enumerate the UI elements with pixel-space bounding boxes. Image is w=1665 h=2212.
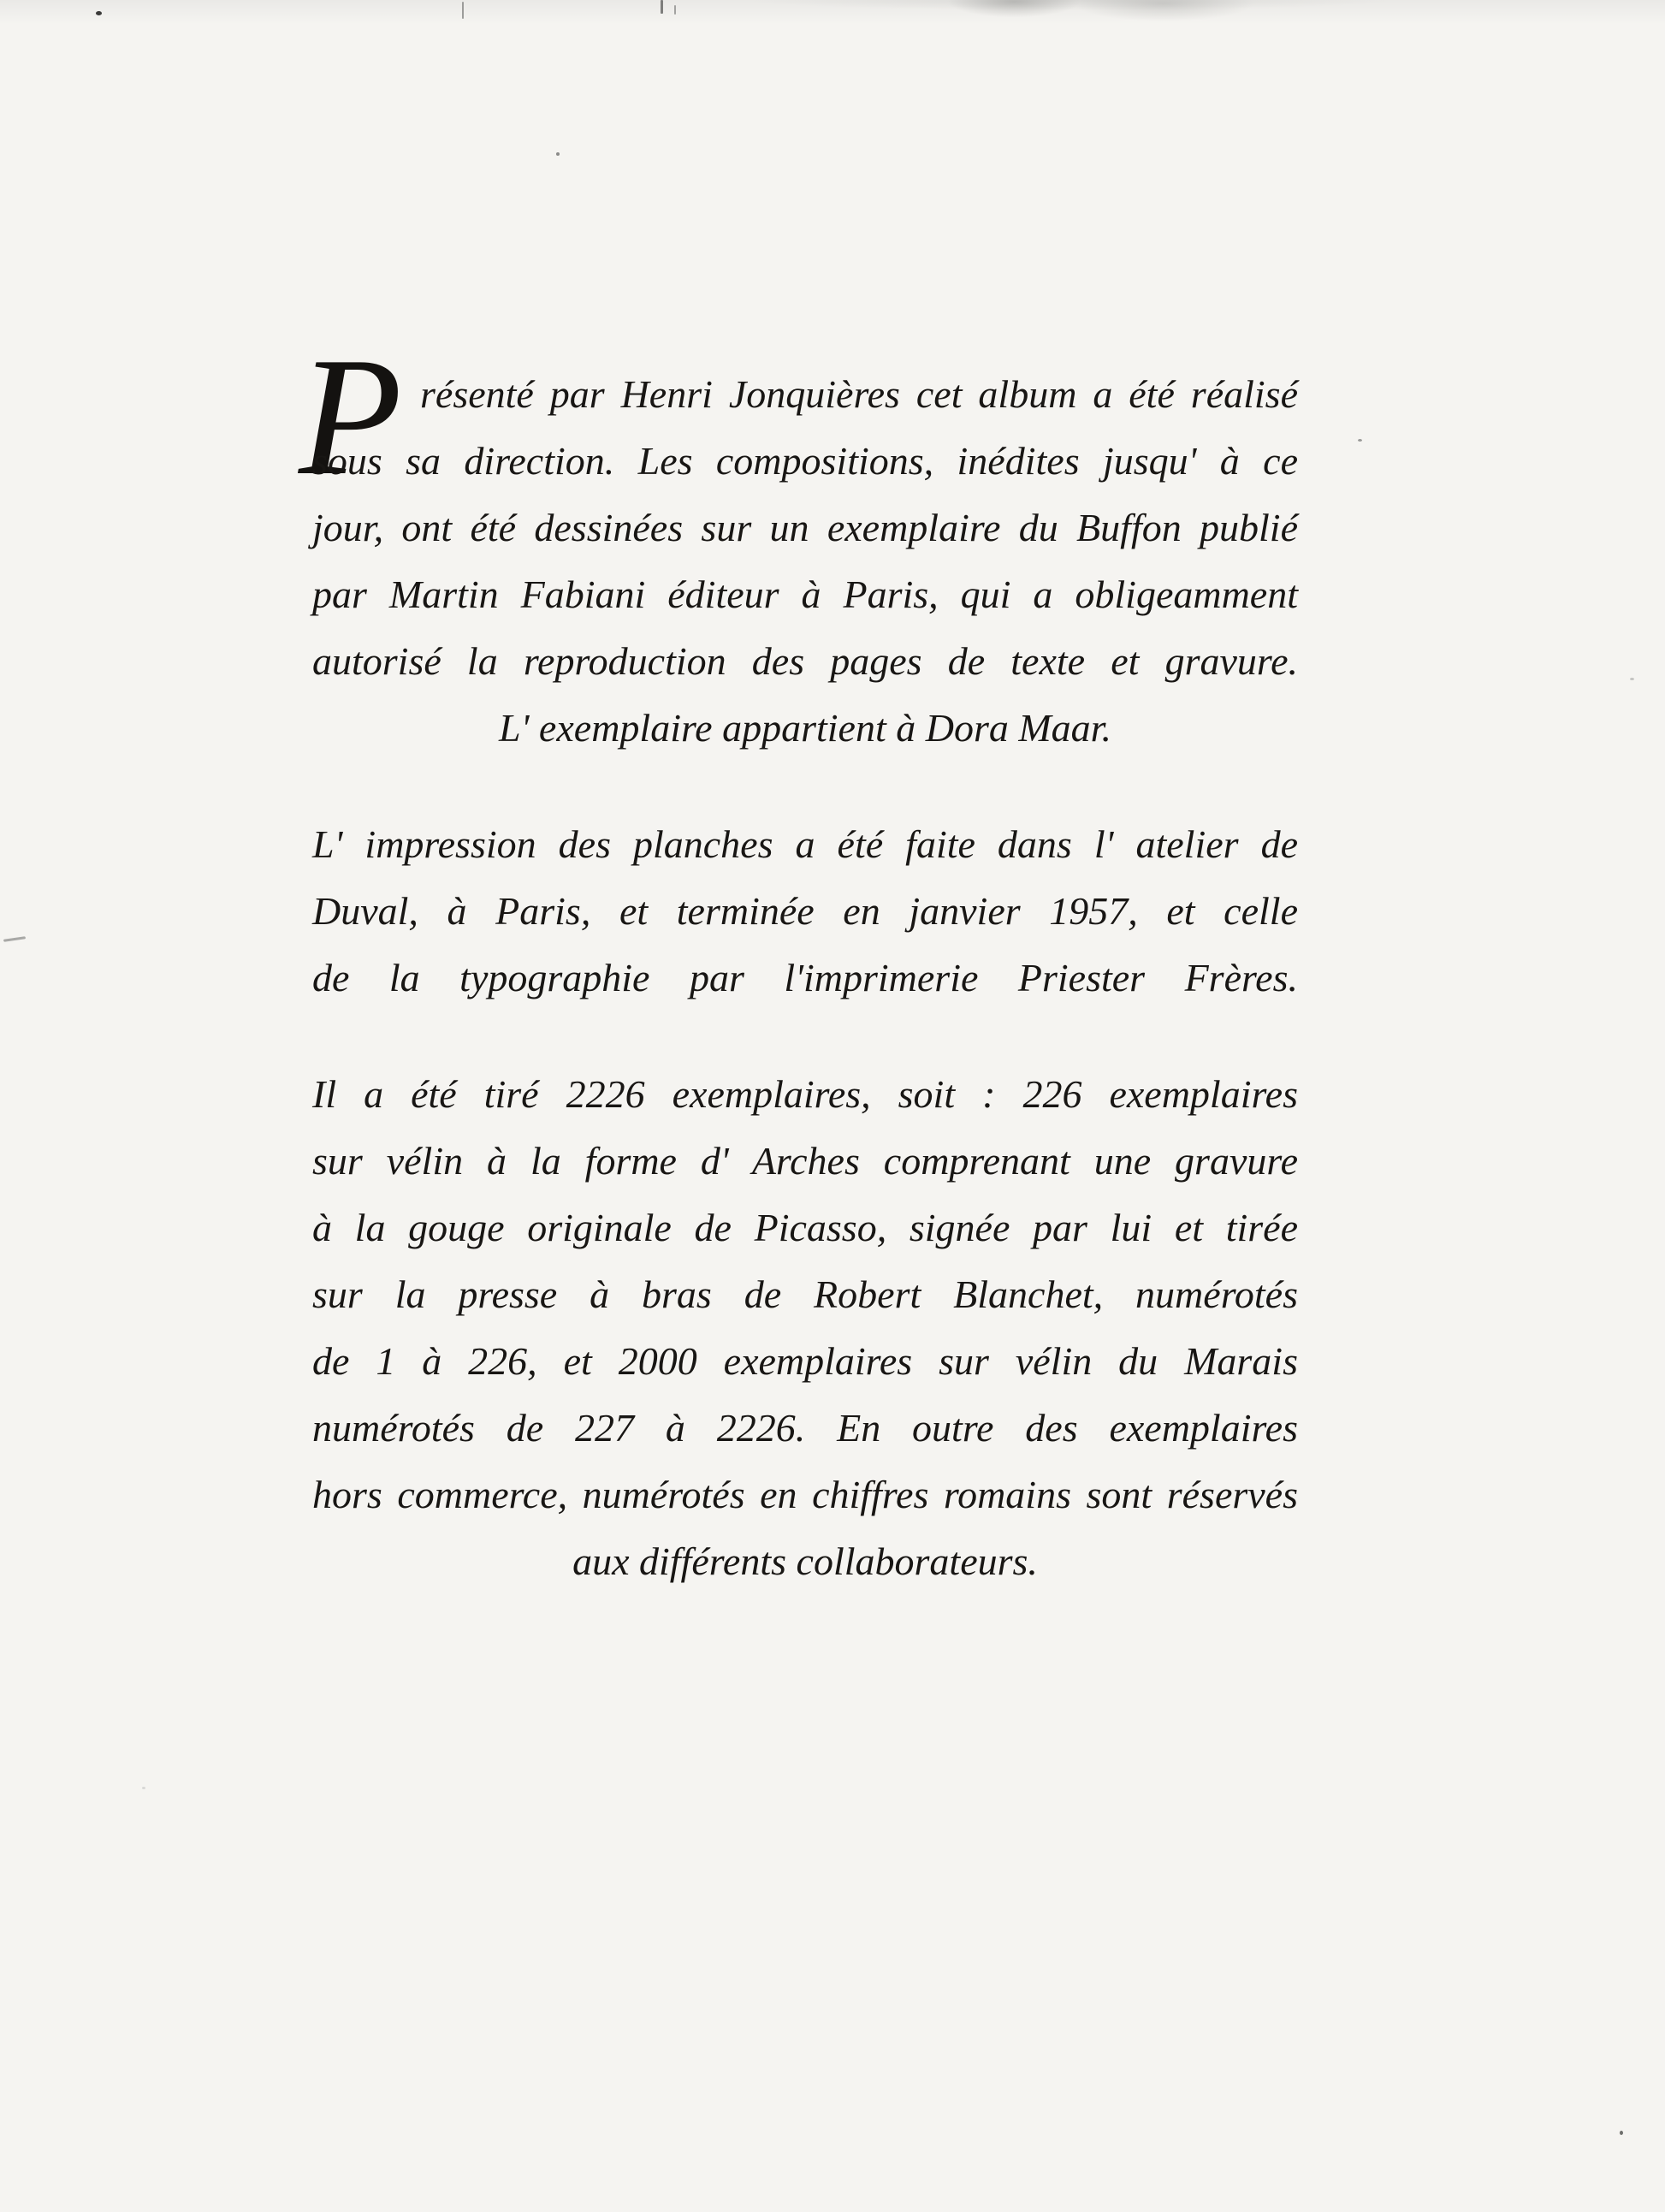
drop-cap-letter: P <box>299 323 402 510</box>
scan-speck <box>462 2 464 19</box>
scan-edge-smudge <box>0 0 1665 60</box>
text-line: autorisé la reproduction des pages de texte et gravure. <box>312 639 1298 683</box>
scan-speck <box>1358 439 1362 442</box>
text-line: aux différents collaborateurs. <box>572 1539 1038 1583</box>
text-line: jour, ont été dessinées sur un exemplaire du Buffon publié <box>312 506 1298 549</box>
paragraph-presentation <box>312 361 1298 762</box>
scan-speck <box>1630 678 1634 680</box>
scan-speck <box>1620 2131 1623 2135</box>
paragraph-impression <box>312 811 1298 1011</box>
colophon-paragraphs <box>312 361 1298 1595</box>
text-line: sous sa direction. Les compositions, inédites jusqu' à ce <box>312 439 1298 483</box>
scan-speck <box>3 936 26 942</box>
colophon-text-block <box>299 323 1298 1595</box>
text-line: Duval, à Paris, et terminée en janvier 1957, et celle <box>312 889 1298 933</box>
text-line: Il a été tiré 2226 exemplaires, soit : 226 exemplaires <box>312 1072 1298 1116</box>
text-line: hors commerce, numérotés en chiffres romains sont réservés <box>312 1473 1298 1516</box>
text-line: sur vélin à la forme d' Arches comprenant une gravure <box>312 1139 1298 1183</box>
scan-speck <box>556 152 560 156</box>
text-line: par Martin Fabiani éditeur à Paris, qui a obligeamment <box>312 572 1298 616</box>
text-line: numérotés de 227 à 2226. En outre des exemplaires <box>312 1406 1298 1450</box>
scan-speck <box>142 1787 145 1789</box>
scan-speck <box>674 5 676 15</box>
text-line: L' impression des planches a été faite dans l' atelier de <box>312 822 1298 866</box>
scan-speck <box>661 0 663 14</box>
text-line: de la typographie par l'imprimerie Priester Frères. <box>312 956 1298 999</box>
text-line: sur la presse à bras de Robert Blanchet, numérotés <box>312 1272 1298 1316</box>
text-line: de 1 à 226, et 2000 exemplaires sur vélin du Marais <box>312 1339 1298 1383</box>
text-line: à la gouge originale de Picasso, signée par lui et tirée <box>312 1206 1298 1249</box>
scan-speck <box>96 11 102 15</box>
paragraph-tirage <box>312 1061 1298 1595</box>
text-line: L' exemplaire appartient à Dora Maar. <box>499 706 1111 750</box>
text-line: résenté par Henri Jonquières cet album a été réalisé <box>420 372 1298 416</box>
